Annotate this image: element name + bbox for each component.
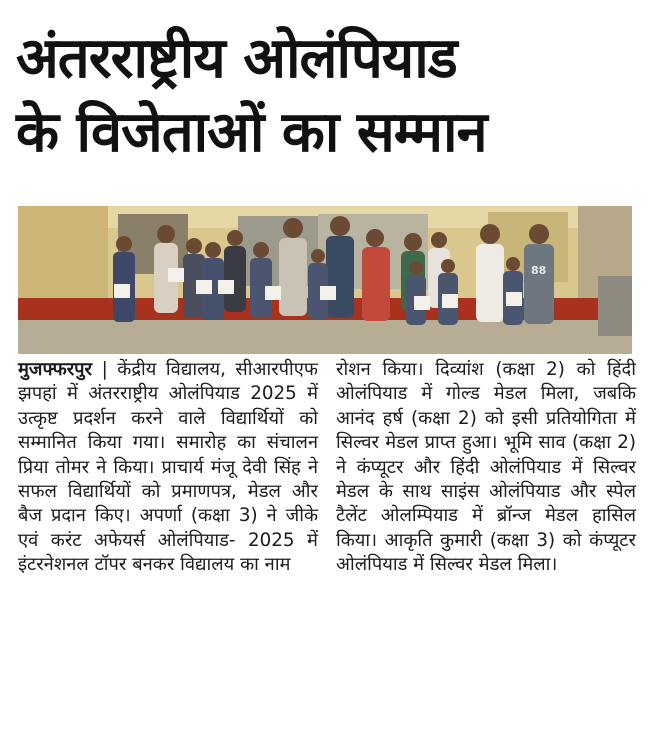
dateline: मुजफ्फरपुर: [18, 359, 93, 380]
article-body: [18, 358, 636, 750]
jersey-number: 88: [531, 264, 547, 277]
article-text-left: केंद्रीय विद्यालय, सीआरपीएफ झपहां में अंतरराष्ट्रीय ओलंपियाड 2025 में उत्कृष्ट प्रदर्शन करने वाले विद्यार्थियों को सम्मानित किया गया। समारोह का संचालन प्रिया तोमर ने किया। प्राचार्य मंजू देवी सिंह ने सफल विद्यार्थियों को प्रमाणपत्र, मेडल और बैज प्रदान किए। अपर्णा (कक्षा 3) ने जीके एवं करंट अफेयर्स ओलंपियाड- 2025 में इंटरनेशनल टॉपर बनकर विद्यालय का नाम: [18, 359, 318, 576]
article-column-left: [18, 358, 318, 578]
group-photo: [18, 206, 632, 354]
dateline-separator: |: [92, 359, 118, 380]
headline-line-1: अंतरराष्ट्रीय ओलंपियाड: [16, 26, 457, 91]
article-column-right: [336, 358, 636, 578]
article-text-right: रोशन किया। दिव्यांश (कक्षा 2) को हिंदी ओलंपियाड में गोल्ड मेडल मिला, जबकि आनंद हर्ष (कक्षा 2) को इसी प्रतियोगिता में सिल्वर मेडल प्राप्त हुआ। भूमि साव (कक्षा 2) ने कंप्यूटर और हिंदी ओलंपियाड में सिल्वर मेडल के साथ साइंस ओलंपियाड और स्पेल टैलेंट ओलम्पियाड में ब्रॉन्ज मेडल हासिल किया। आकृति कुमारी (कक्षा 3) को कंप्यूटर ओलंपियाड में सिल्वर मेडल मिला।: [336, 359, 636, 576]
headline-line-2: के विजेताओं का सम्मान: [16, 100, 487, 165]
